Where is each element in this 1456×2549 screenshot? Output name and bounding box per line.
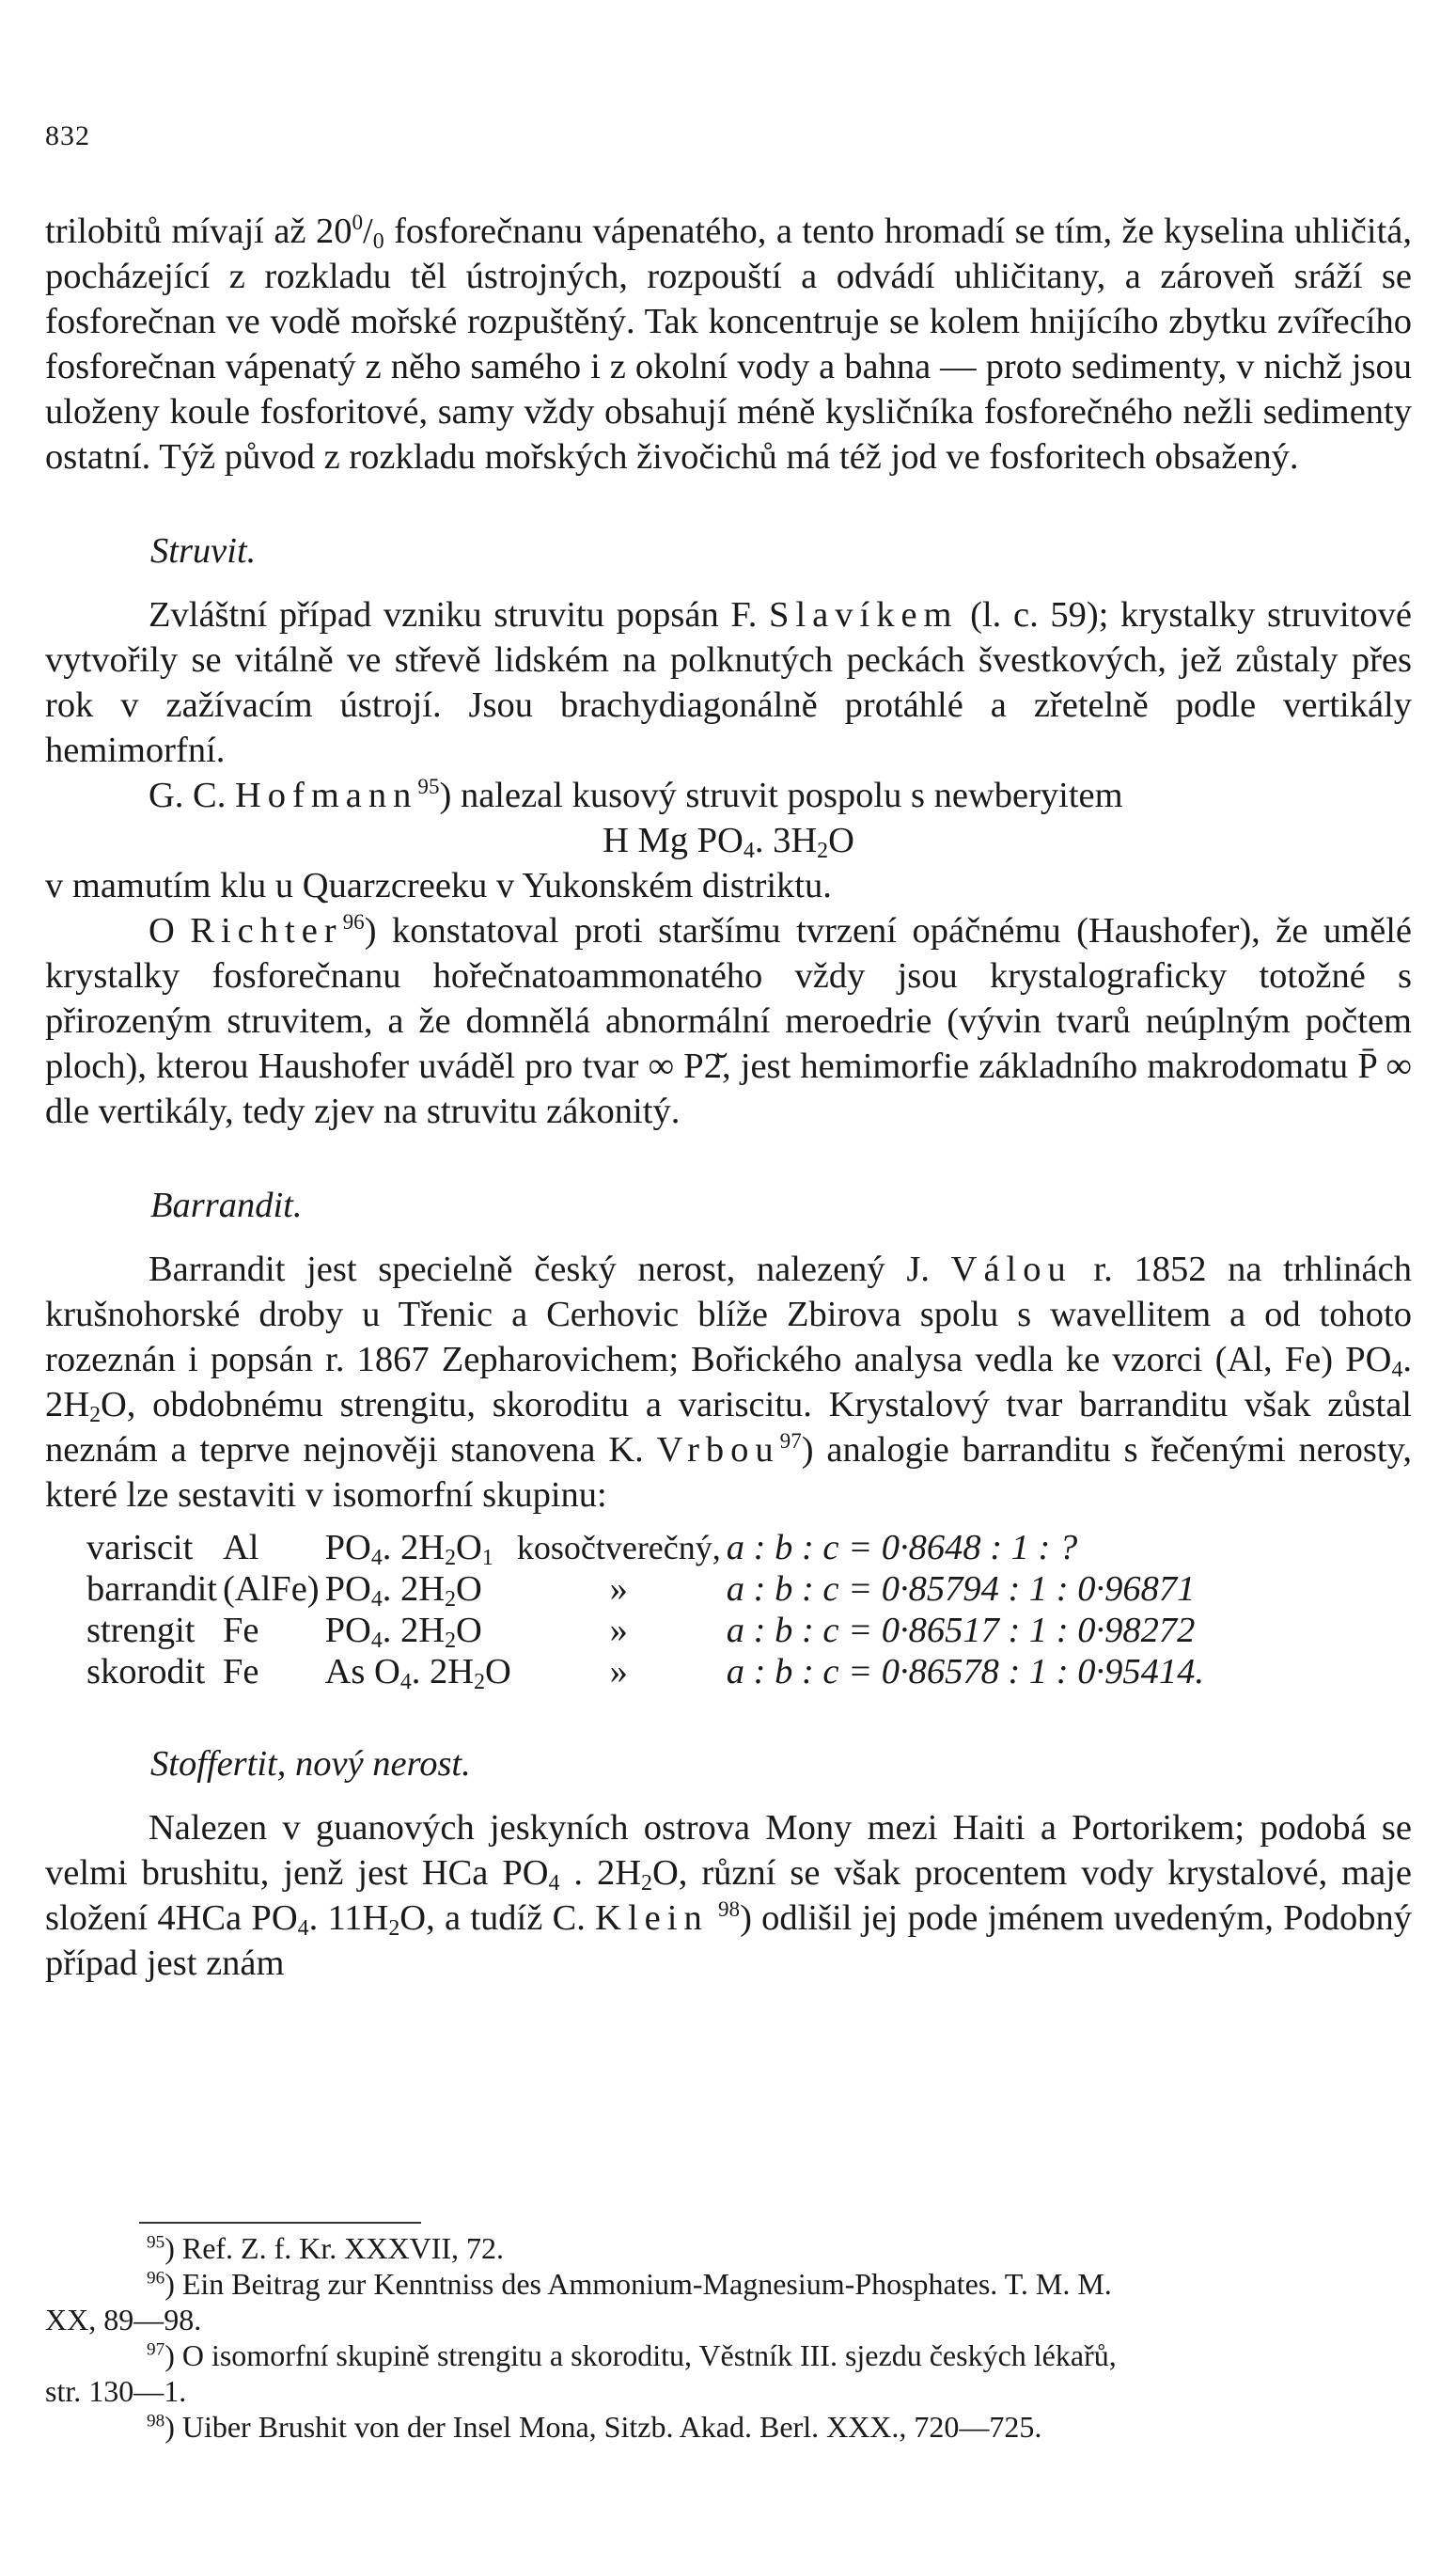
main-text (45, 209, 1412, 1986)
page-number: 832 (45, 120, 90, 151)
stoffertit-paragraph-1: Nalezen v guanových jeskyních ostrova Mony mezi Haiti a Portorikem; podobá se velmi brushitu, jenž jest HCa $PO_4$ . $2H_2O$, různí se však procentem vody krystalové, maje složení 4HCa $PO_4$. $11H_2O$, a tudíž C. Klein $^{98}$) odlišil jej pode jménem uvedeným, Podobný případ jest znám (45, 1808, 1413, 1983)
footnote-96-continuation: XX, 89—98. (45, 2303, 202, 2337)
footnotes (45, 2230, 1412, 2445)
table-row: skorodit Fe As $O_4$. $2H_2O$ » a : b : c = 0·86578 : 1 : 0·95414. (86, 1652, 1204, 1694)
isomorphic-group-table (86, 1527, 1210, 1692)
footnote-95: $^{95}$) Ref. Z. f. Kr. XXXVII, 72. (147, 2231, 504, 2265)
struvit-paragraph-4: O Richter$^{96}$) konstatoval proti staršímu tvrzení opáčnému (Haushofer), že umělé krystalky fosforečnanu hořečnatoammonatého vždy jsou krystalograficky totožné s přirozeným struvitem, a že domnělá abnormální meroedrie (vývin tvarů neúplným počtem ploch), kterou Haushofer uváděl pro tvar ∞ P2̆, jest hemimorfie základního makrodomatu P̄ ∞ dle vertikály, tedy zjev na struvitu zákonitý. (45, 909, 1412, 1131)
struvit-paragraph-1: Zvláštní případ vzniku struvitu popsán F. Slavíkem (l. c. 59); krystalky struvitové vytvořily se vitálně ve střevě lidském na polknutých peckách švestkových, jež zůstaly přes rok v zažívacím ústrojí. Jsou brachydiagonálně protáhlé a zřetelně podle vertikály hemimorfní. (45, 595, 1412, 770)
struvit-paragraph-3: v mamutím klu u Quarzcreeku v Yukonském distriktu. (45, 866, 832, 905)
footnote-divider (139, 2222, 421, 2224)
footnote-97-continuation: str. 130—1. (45, 2374, 187, 2408)
footnote-96: $^{96}$) Ein Beitrag zur Kenntniss des Ammonium-Magnesium-Phosphates. T. M. M. (147, 2267, 1112, 2301)
footnote-98: $^{98}$) Uiber Brushit von der Insel Mona, Sitzb. Akad. Berl. XXX., 720—725. (147, 2410, 1042, 2444)
barrandit-paragraph-1: Barrandit jest specielně český nerost, nalezený J. Válou r. 1852 na trhlinách krušnohorské droby u Třenic a Cerhovic blíže Zbirova spolu s wavellitem a od tohoto rozeznán i popsán r. 1867 Zepharovichem; Bořického analysa vedla ke vzorci (Al, Fe) $PO_4$. $2H_2O$, obdobnému strengitu, skoroditu a variscitu. Krystalový tvar barranditu však zůstal neznám a teprve nejnověji stanovena K. Vrbou$^{97}$) analogie barranditu s řečenými nerosty, které lze sestaviti v isomorfní skupinu: (45, 1250, 1412, 1515)
table-row: variscit Al $PO_4$. $2H_2O_1$ kosočtverečný, a : b : c = 0·8648 : 1 : ? (86, 1528, 1078, 1570)
section-heading-barrandit: Barrandit. (150, 1186, 303, 1225)
section-heading-struvit: Struvit. (150, 531, 257, 571)
struvit-paragraph-2: G. C. Hofmann$^{95}$) nalezal kusový struvit pospolu s newberyitem (149, 774, 1123, 815)
table-row: barrandit (AlFe) $PO_4$. $2H_2O$ » a : b : c = 0·85794 : 1 : 0·96871 (86, 1569, 1196, 1612)
section-heading-stoffertit: Stoffertit, nový nerost. (150, 1744, 471, 1784)
percent-sub: 0 (372, 228, 384, 254)
table-row: strengit Fe $PO_4$. $2H_2O$ » a : b : c = 0·86517 : 1 : 0·98272 (86, 1611, 1196, 1653)
struvit-formula: H Mg $PO_4$. $3H_2O$ (603, 821, 854, 863)
intro-paragraph: trilobitů mívají až $20^0/_0$ fosforečnanu vápenatého, a tento hromadí se tím, že kyselina uhličitá, pocházející z rozkladu těl ústrojných, rozpouští a odvádí uhličitany, a zároveň sráží se fosforečnan ve vodě mořské rozpuštěný. Tak koncentruje se kolem hnijícího zbytku zvířecího fosforečnan vápenatý z něho samého i z okolní vody a bahna — proto sedimenty, v nichž jsou uloženy koule fosforitové, samy vždy obsahují méně kysličníka fosforečného nežli sedimenty ostatní. Týž původ z rozkladu mořských živočichů má též jod ve fosforitech obsažený. (45, 210, 1412, 477)
percent-sup: 0 (352, 210, 363, 235)
footnote-97: $^{97}$) O isomorfní skupině strengitu a skoroditu, Věstník III. sjezdu českých lékařů, (147, 2338, 1117, 2372)
